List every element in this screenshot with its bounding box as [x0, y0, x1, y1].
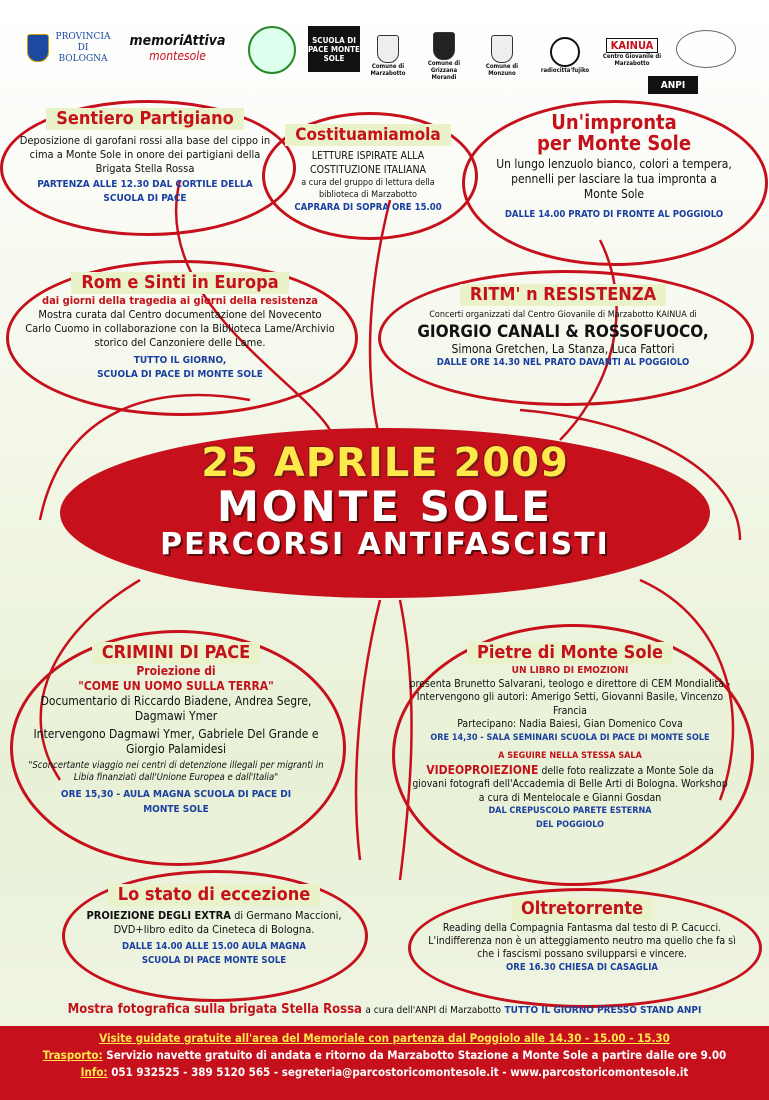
footer-trasp-label: Trasporto:	[42, 1048, 103, 1062]
footer-line-1	[0, 1030, 769, 1047]
radio-logo: radiocitta'fujiko	[535, 30, 595, 80]
comune-monzuno-logo: Comune di Monzuno	[480, 26, 524, 86]
center-subtitle: PERCORSI ANTIFASCISTI	[160, 527, 610, 562]
mostra-title: Mostra fotografica sulla brigata Stella Rossa	[67, 1002, 362, 1017]
stato-bold: PROIEZIONE DEGLI EXTRA	[86, 909, 231, 922]
pietre-subtitle: UN LIBRO DI EMOZIONI	[511, 665, 629, 676]
parco-logo-icon	[248, 26, 296, 74]
rom-title: Rom e Sinti in Europa	[71, 272, 288, 294]
rom-text: Mostra curata dal Centro documentazione del Novecento Carlo Cuomo in collaborazione con la Biblioteca Lame/Archivio storico del Canzoniere delle Lame.	[25, 308, 335, 349]
pietre-part: Partecipano: Nadia Baiesi, Gian Domenico Cova	[457, 718, 683, 730]
stato-title: Lo stato di eccezione	[108, 884, 320, 906]
footer-info[interactable]: 051 932525 - 389 5120 565 - segreteria@parcostoricomontesole.it - www.parcostoricomontesole.it	[111, 1065, 689, 1079]
footer-info-label: Info:	[80, 1065, 108, 1079]
ritm-text: Concerti organizzati dal Centro Giovanile di Marzabotto KAINUA di	[429, 310, 697, 320]
grizzana-crest-icon	[433, 32, 455, 60]
crimini-proj: Proiezione di	[136, 664, 216, 678]
mostra-line	[0, 1002, 769, 1017]
impronta-title-1: Un'impronta	[551, 110, 677, 134]
crimini-quote: "Sconcertante viaggio nei centri di detenzione illegali per migranti in Libia finanziati dall'Unione Europea e dall'Italia"	[28, 760, 324, 783]
crimini-when: ORE 15,30 - AULA MAGNA SCUOLA DI PACE DI MONTE SOLE	[60, 789, 292, 815]
comune-marzabotto-logo: Comune di Marzabotto	[368, 26, 408, 86]
radio-face-icon	[550, 37, 580, 67]
sentiero-title: Sentiero Partigiano	[46, 108, 244, 130]
ritm-others: Simona Gretchen, La Stanza, Luca Fattori	[451, 342, 675, 356]
rom-when-2: SCUOLA DI PACE DI MONTE SOLE	[97, 369, 263, 380]
footer-trasp: Servizio navette gratuito di andata e ritorno da Marzabotto Stazione a Monte Sole a partire dalle ore 9.00	[106, 1048, 727, 1062]
pietre-video-line	[408, 764, 732, 806]
oltre-block	[426, 898, 738, 974]
center-date: 25 APRILE 2009	[201, 440, 569, 486]
montesole-text: montesole	[149, 49, 206, 63]
scuola-logo: SCUOLA DI PACE MONTE SOLE	[308, 26, 360, 72]
footer-line-3	[0, 1064, 769, 1081]
sentiero-block	[14, 108, 276, 208]
oltre-when: ORE 16.30 CHIESA DI CASAGLIA	[505, 962, 658, 973]
costitu-block	[282, 124, 454, 215]
ritm-block	[394, 284, 732, 370]
center-place: MONTE SOLE	[216, 482, 554, 531]
rom-when-1: TUTTO IL GIORNO,	[133, 355, 227, 366]
pietre-video-text: delle foto realizzate a Monte Sole da giovani fotografi dell'Accademia di Belle Arti di Bologna. Workshop a cura di Mentelocale e Gianni Gosdan	[412, 764, 728, 804]
crimini-speakers: Intervengono Dagmawi Ymer, Gabriele Del Grande e Giorgio Palamidesi	[33, 727, 319, 756]
rom-block	[24, 272, 336, 382]
stato-text-line	[82, 909, 346, 937]
footer-line-2	[0, 1047, 769, 1064]
ritm-title: RITM' n RESISTENZA	[460, 284, 666, 306]
provincia-crest-icon	[27, 34, 49, 62]
monzuno-crest-icon	[491, 35, 513, 63]
kainua-logo: KAINUA Centro Giovanile di Marzabotto	[602, 38, 662, 67]
costitu-sub: a cura del gruppo di lettura della biblioteca di Marzabotto	[301, 178, 435, 200]
crimini-film: "COME UN UOMO SULLA TERRA"	[78, 679, 274, 693]
ritm-bands: GIORGIO CANALI & ROSSOFUOCO,	[417, 322, 709, 342]
memoriattiva-logo	[120, 30, 235, 66]
costitu-text: LETTURE ISPIRATE ALLA COSTITUZIONE ITALIANA	[309, 150, 427, 176]
marzabotto-crest-icon	[377, 35, 399, 63]
libera-logo-icon	[676, 30, 736, 68]
footer-visite: Visite guidate gratuite all'area del Memoriale con partenza dal Poggiolo alle 14.30 - 15.00 - 15.30	[99, 1031, 670, 1045]
pietre-text: presenta Brunetto Salvarani, teologo e direttore di CEM Mondialità - Intervengono gli autori: Amerigo Setti, Giovanni Basile, Vincenzo Francia	[409, 677, 731, 717]
mostra-by: a cura dell'ANPI di Marzabotto	[365, 1005, 502, 1016]
ritm-when: DALLE ORE 14.30 NEL PRATO DAVANTI AL POGGIOLO	[436, 357, 690, 368]
sentiero-when: PARTENZA ALLE 12.30 DAL CORTILE DELLA SCUOLA DI PACE	[37, 179, 253, 204]
sentiero-text: Deposizione di garofani rossi alla base del cippo in cima a Monte Sole in onore dei partigiani della Brigata Stella Rossa	[19, 134, 271, 175]
rom-subtitle: dai giorni della tragedia ai giorni della resistenza	[42, 294, 318, 307]
provincia-logo: PROVINCIA DI BOLOGNA	[20, 28, 120, 68]
crimini-block	[28, 642, 324, 817]
anpi-logo: ANPI	[648, 76, 698, 94]
mostra-when: TUTTO IL GIORNO PRESSO STAND ANPI	[504, 1005, 702, 1016]
stato-block	[82, 884, 346, 968]
center-title-block	[60, 440, 710, 562]
pietre-follow: A SEGUIRE NELLA STESSA SALA	[498, 751, 642, 761]
oltre-text: Reading della Compagnia Fantasma dal testo di P. Cacucci. L'indifferenza non è un atteggiamento neutro ma quello che fa sì che i fascismi possano svilupparsi e vincere.	[428, 922, 736, 960]
oltre-title: Oltretorrente	[511, 898, 653, 920]
stato-text: di Germano Maccioni, DVD+libro edito da Cineteca di Bologna.	[113, 909, 342, 936]
pietre-when-2: DAL CREPUSCOLO PARETE ESTERNA DEL POGGIOLO	[488, 806, 652, 830]
pietre-block	[408, 642, 732, 832]
crimini-title: CRIMINI DI PACE	[92, 642, 261, 664]
pietre-when: ORE 14,30 - SALA SEMINARI SCUOLA DI PACE DI MONTE SOLE	[430, 732, 710, 743]
pietre-title: Pietre di Monte Sole	[467, 642, 673, 664]
costitu-title: Costituamiamola	[285, 124, 450, 146]
costitu-when: CAPRARA DI SOPRA ORE 15.00	[294, 202, 442, 213]
logo-bar	[0, 0, 769, 96]
stato-when: DALLE 14.00 ALLE 15.00 AULA MAGNA SCUOLA DI PACE MONTE SOLE	[122, 941, 306, 966]
footer-bar	[0, 1026, 769, 1100]
impronta-text: Un lungo lenzuolo bianco, colori a tempera, pennelli per lasciare la tua impronta a Monte Sole	[496, 157, 732, 201]
comune-grizzana-logo: Comune di Grizzana Morandi	[418, 26, 470, 86]
impronta-title-2: per Monte Sole	[536, 131, 692, 155]
impronta-when: DALLE 14.00 PRATO DI FRONTE AL POGGIOLO	[504, 209, 724, 220]
pietre-video: VIDEOPROIEZIONE	[426, 762, 539, 777]
crimini-doc: Documentario di Riccardo Biadene, Andrea Segre, Dagmawi Ymer	[40, 694, 312, 723]
impronta-block	[496, 112, 732, 222]
memoriattiva-text: memoriAttiva	[129, 33, 226, 49]
